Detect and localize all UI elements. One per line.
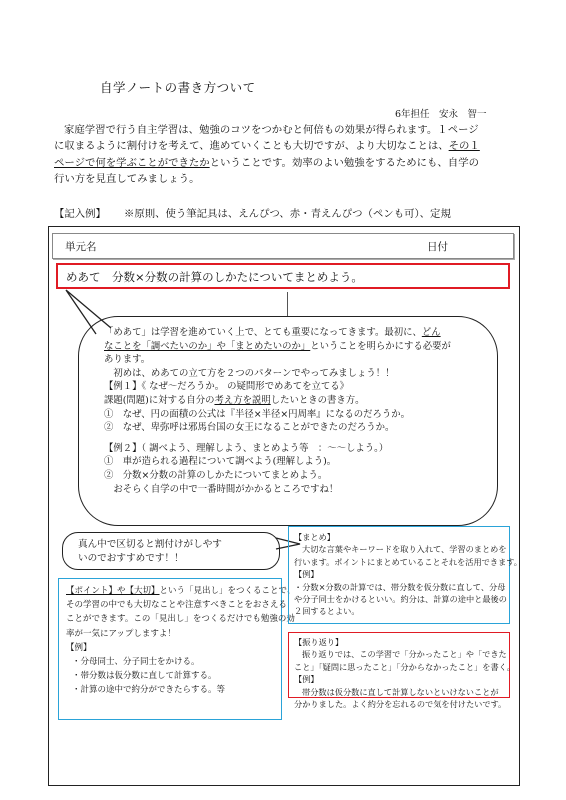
bubble-line: あります。 xyxy=(104,354,151,366)
bubble-line: ① 車が造られる過程について調べよう(理解しよう)。 xyxy=(104,456,337,468)
summary-line: 行います。ポイントにまとめていることそれを活用できます。 xyxy=(294,556,522,567)
reflection-line: 分かりました。よく約分を忘れるので気を付けたいです。 xyxy=(294,699,507,710)
reflection-box-text xyxy=(294,636,515,710)
point-line: という「見出し」をつくることで、 xyxy=(159,586,296,596)
intro-line: 家庭学習で行う自主学習は、勉強のコツをつかむと何倍もの効果が得られます。１ページ xyxy=(64,124,479,136)
reflection-heading: 【振り返り】 xyxy=(294,637,344,647)
bubble-line: 「めあて」は学習を進めていく上で、とても重要になってきます。最初に、 xyxy=(104,327,422,338)
example-rule xyxy=(54,205,469,220)
bubble-line: したいときの書き方。 xyxy=(270,394,365,406)
point-line: ことができます。この「見出し」をつくるだけでも勉強の効 xyxy=(66,614,295,625)
intro-underline: その１ xyxy=(448,140,480,153)
summary-heading: 【まとめ】 xyxy=(294,532,335,542)
author-line: 6年担任 安永 智一 xyxy=(395,109,487,120)
summary-line: 大切な言葉やキーワードを取り入れて、学習のまとめを xyxy=(302,544,507,555)
bubble-line: ② 分数×分数の計算のしかたについてまとめよう。 xyxy=(104,469,328,481)
point-example-label: 【例】 xyxy=(66,642,92,653)
split-tip-line: 真ん中で区切ると割付けがしやす xyxy=(78,539,222,550)
intro-paragraph xyxy=(54,122,522,188)
point-example-item: ・帯分数は仮分数に直して計算する。 xyxy=(72,671,217,682)
bubble-text xyxy=(104,326,476,496)
split-tip-line: いのでおすすめです！！ xyxy=(78,553,184,564)
bubble-example2-heading: 【例２】（ 調べよう、理解しよう、まとめよう等 ：〜〜しよう。） xyxy=(104,442,389,454)
point-line: その学習の中でも大切なことや注意すべきことをおさえる xyxy=(66,600,287,611)
reflection-example-label: 【例】 xyxy=(294,674,319,685)
point-underline: 【ポイント】や【大切】 xyxy=(66,586,160,596)
intro-line: ということです。効率のよい勉強をするためにも、自学の xyxy=(209,156,479,169)
bubble-line: おそらく自学の中で一番時間がかかるところですね！ xyxy=(104,483,339,495)
bubble-line: 初めは、めあての立て方を２つのパターンでやってみましょう！！ xyxy=(104,367,395,379)
bubble-example1-heading: 【例１】《 なぜ〜だろうか。 の疑問形でめあてを立てる》 xyxy=(104,381,350,393)
unit-date-row xyxy=(52,233,514,259)
summary-line: ２回するとよい。 xyxy=(294,606,360,617)
intro-underline: ページで何を学ぶことができたか xyxy=(54,156,210,169)
summary-example-label: 【例】 xyxy=(294,569,319,580)
intro-line: に収まるように割付けを考えて、進めていくことも大切ですが、より大切なことは、 xyxy=(54,140,449,153)
document-title: 自学ノートの書き方ついて xyxy=(100,80,256,95)
meate-text: めあて 分数×分数の計算のしかたについてまとめよう。 xyxy=(66,270,363,284)
bubble-underline: なことを「調べたいのか」や「まとめたいのか」 xyxy=(104,340,311,352)
point-example-item: ・分母同士、分子同士をかける。 xyxy=(72,657,200,668)
point-example-item: ・計算の途中で約分ができたらする。等 xyxy=(72,685,226,696)
bubble-line: 課題(問題)に対する自分の xyxy=(104,394,215,406)
intro-line: 行い方を見直してみましょう。 xyxy=(54,173,200,186)
example-label: 【記入例】 xyxy=(54,208,106,220)
summary-line: ・分数×分数の計算では、帯分数を仮分数に直して、分母 xyxy=(294,581,506,592)
point-box-text xyxy=(66,584,296,698)
bubble-line: ということを明らかにする必要が xyxy=(310,340,451,352)
reflection-line: 振り返りでは、この学習で「分かったこと」や「できた xyxy=(302,649,507,660)
bubble-underline: どん xyxy=(421,327,441,338)
summary-line: や分子同士をかけるといい。約分は、計算の途中と最後の xyxy=(294,594,507,605)
summary-box-text xyxy=(294,531,522,618)
bubble-line: ① なぜ、円の面積の公式は『半径×半径×円周率』になるのだろうか。 xyxy=(104,408,411,420)
example-rule-text: ※原則、使う筆記具は、えんぴつ、赤・青えんぴつ（ペンも可）、定規 xyxy=(123,208,451,220)
split-tip-text xyxy=(78,538,222,566)
point-line: 率が一気にアップしますよ！ xyxy=(66,628,176,639)
unit-label: 単元名 xyxy=(65,241,97,253)
date-label: 日付 xyxy=(427,241,448,253)
bubble-line: ② なぜ、卑弥呼は邪馬台国の女王になることができたのだろうか。 xyxy=(104,422,395,434)
bubble-underline: 考え方を説明 xyxy=(214,394,271,406)
reflection-line: 帯分数は仮分数に直して計算しないといけないことが xyxy=(302,686,499,697)
divider-line xyxy=(287,292,288,316)
reflection-line: こと」「疑問に思ったこと」「分からなかったこと」を書く。 xyxy=(294,661,515,672)
